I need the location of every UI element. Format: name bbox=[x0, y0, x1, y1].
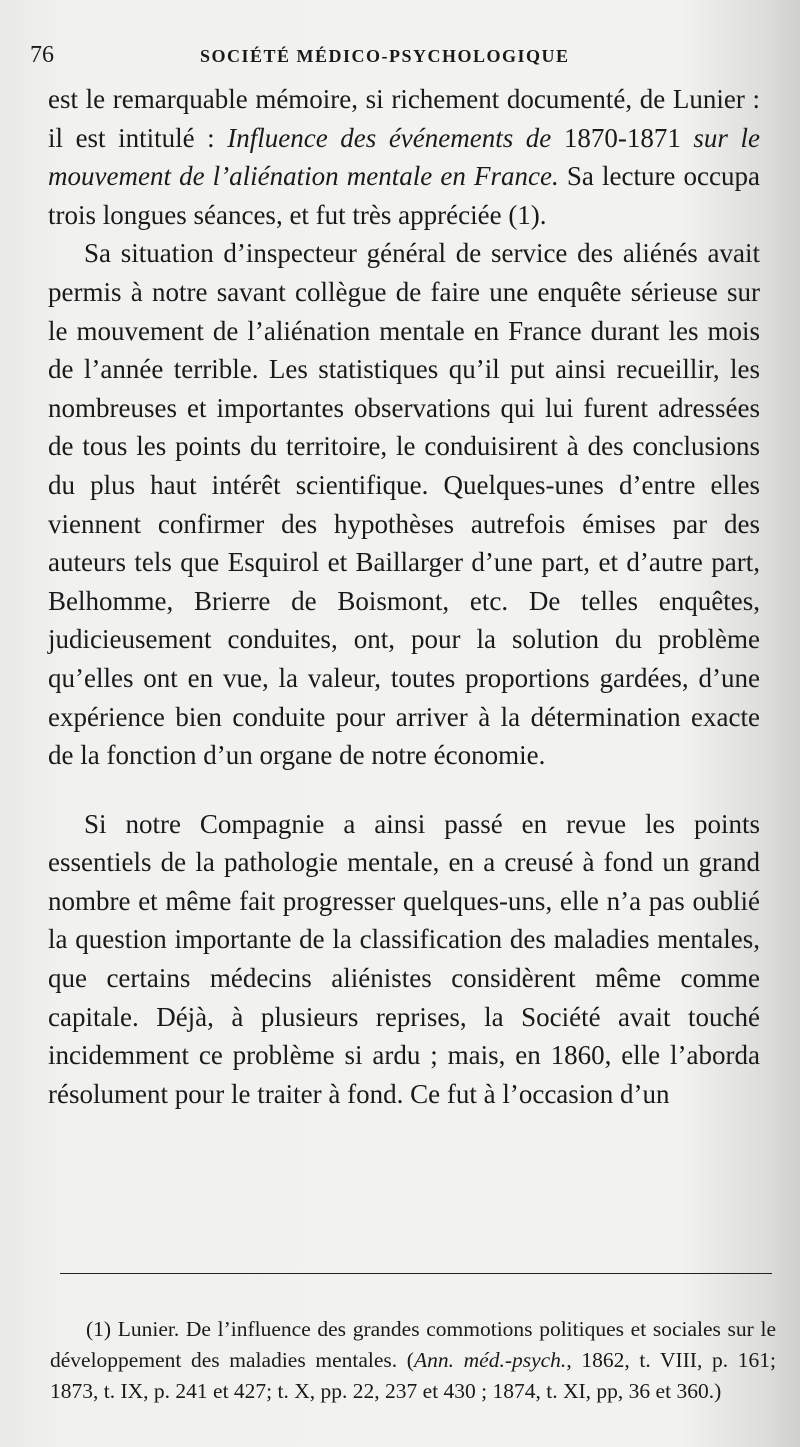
body-text bbox=[48, 80, 760, 1113]
p1-title-italic-2: sur le mouvement de l’aliénation mentale en France. bbox=[48, 122, 760, 192]
footnote-rule bbox=[60, 1273, 772, 1274]
footnote-text-2: , 1862, t. VIII, p. 161; 1873, t. IX, p. 241 et 427; t. X, pp. 22, 237 et 430 ; 1874, t. XI, pp, 36 et 360.) bbox=[50, 1347, 776, 1403]
paragraph-1 bbox=[48, 80, 760, 234]
footnote-journal-italic: Ann. méd.-psych. bbox=[413, 1347, 567, 1372]
footnote-text-1: (1) Lunier. De l’influence des grandes commotions politiques et sociales sur le développement des maladies mentales. ( bbox=[50, 1316, 776, 1372]
p1-text-3: Sa lecture occupa trois longues séances, et fut très appréciée (1). bbox=[48, 161, 760, 230]
paragraph-2: Sa situation d’inspecteur général de service des aliénés avait permis à notre savant collègue de faire une enquête sérieuse sur le mouvement de l’aliénation mentale en France durant les mois de l’année terrible. Les statistiques qu’il put ainsi recueillir, les nombreuses et importantes observations qui lui furent adressées de tous les points du territoire, le conduisirent à des conclusions du plus haut intérêt scientifique. Quelques-unes d’entre elles viennent confirmer des hypothèses autrefois émises par des auteurs tels que Esquirol et Baillarger d’une part, et d’autre part, Belhomme, Brierre de Boismont, etc. De telles enquêtes, judicieusement conduites, ont, pour la solution du problème qu’elles ont en vue, la valeur, toutes proportions gardées, d’une expérience bien conduite pour arriver à la détermination exacte de la fonction d’un organe de notre économie. bbox=[48, 238, 760, 771]
paragraph-3: Si notre Compagnie a ainsi passé en revue les points essentiels de la pathologie mentale, en a creusé à fond un grand nombre et même fait progresser quelques-uns, elle n’a pas oublié la question importante de la classification des maladies mentales, que certains médecins aliénistes considèrent même comme capitale. Déjà, à plusieurs reprises, la Société avait touché incidemment ce problème si ardu ; mais, en 1860, elle l’aborda résolument pour le traiter à fond. Ce fut à l’occasion d’un bbox=[48, 808, 760, 1109]
running-head: SOCIÉTÉ MÉDICO-PSYCHOLOGIQUE bbox=[200, 46, 570, 66]
page-header bbox=[30, 36, 770, 76]
p1-title-italic-1: Influence des événements de bbox=[227, 122, 552, 153]
p1-text-2: 1870-1871 bbox=[551, 122, 694, 153]
page-number: 76 bbox=[30, 42, 54, 68]
footnote bbox=[50, 1314, 776, 1407]
p1-text-1: est le remarquable mémoire, si richement documenté, de Lunier : il est intitulé : bbox=[48, 84, 760, 153]
